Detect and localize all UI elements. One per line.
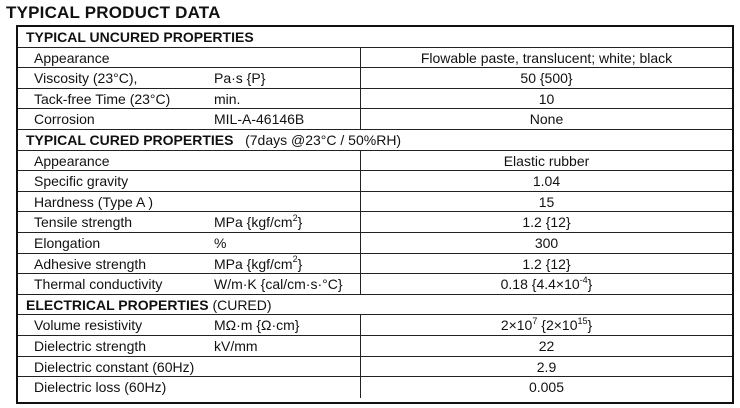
table-row: [18, 357, 732, 378]
property-label: Thermal conductivity: [34, 276, 163, 293]
table-row: [18, 233, 732, 254]
page-title: TYPICAL PRODUCT DATA: [6, 3, 221, 22]
section-heading: TYPICAL CURED PROPERTIES: [26, 132, 234, 148]
property-unit: MPa $\{kgf/cm^2\}$: [214, 212, 303, 231]
section-note: (7days @23°C / 50%RH): [245, 132, 402, 148]
property-value: 15: [360, 192, 732, 212]
property-label: Dielectric strength: [34, 338, 147, 354]
property-label: Adhesive strength: [34, 255, 147, 272]
property-unit: kV/mm: [214, 338, 258, 354]
property-label: Appearance: [34, 152, 110, 169]
property-value: Flowable paste, translucent; white; black: [360, 48, 732, 68]
property-value: 1.2 {12}: [360, 254, 732, 274]
property-label: Elongation: [34, 235, 101, 251]
table-row: [18, 48, 732, 69]
section-header-cured: [18, 130, 732, 151]
section-header-electrical: [18, 295, 732, 316]
property-label: Appearance: [34, 49, 110, 66]
section-title: [26, 27, 254, 47]
table-row: [18, 377, 732, 398]
property-label: Viscosity (23°C),: [34, 70, 138, 87]
property-unit: MPa $\{kgf/cm^2\}$: [214, 253, 303, 272]
property-value: 50 {500}: [360, 68, 732, 88]
property-label: Corrosion: [34, 111, 95, 128]
table-row: [18, 336, 732, 357]
property-unit: min.: [214, 90, 241, 107]
property-unit: Pa·s {P}: [214, 70, 266, 87]
property-value: 1.2 {12}: [360, 212, 732, 232]
section-header-uncured: [18, 27, 732, 48]
table-row: [18, 315, 732, 336]
property-value: 2.9: [360, 357, 732, 377]
property-label: Dielectric constant (60Hz): [34, 358, 195, 375]
property-value: Elastic rubber: [360, 151, 732, 171]
property-label: Volume resistivity: [34, 317, 143, 334]
property-label: Dielectric loss (60Hz): [34, 379, 167, 396]
property-value: 0.005: [360, 377, 732, 398]
table-row: [18, 192, 732, 213]
table-row: [18, 89, 732, 110]
property-label: Hardness (Type A ): [34, 193, 154, 210]
table-row: [18, 171, 732, 192]
table-row: [18, 109, 732, 130]
property-value: 0.18 $\{4.4\times 10^{-4}\}$: [360, 274, 732, 294]
property-value: 22: [360, 336, 732, 356]
property-value: 300: [360, 233, 732, 253]
section-heading: TYPICAL UNCURED PROPERTIES: [26, 29, 254, 45]
section-title: [26, 295, 272, 315]
property-label: Tack-free Time (23°C): [34, 90, 171, 107]
table-row: [18, 151, 732, 172]
table-row: [18, 274, 732, 295]
property-value: $2\times 10^7$ $\{2\times 10^{15}\}$: [360, 315, 732, 335]
property-label: Specific gravity: [34, 173, 129, 190]
property-value: 10: [360, 89, 732, 109]
section-title: [26, 130, 401, 150]
table-row: [18, 212, 732, 233]
section-heading: ELECTRICAL PROPERTIES: [26, 296, 209, 313]
property-label: Tensile strength: [34, 214, 133, 231]
table-row: [18, 254, 732, 275]
product-data-table: [16, 25, 734, 404]
property-value: 1.04: [360, 171, 732, 191]
property-unit: MIL-A-46146B: [214, 111, 305, 128]
section-note: (CURED): [212, 296, 272, 313]
table-row: [18, 68, 732, 89]
property-unit: MΩ·m {Ω·cm}: [214, 317, 300, 334]
property-value: None: [360, 109, 732, 129]
property-unit: %: [214, 235, 227, 251]
property-unit: W/m·K {cal/cm·s·°C}: [214, 276, 343, 293]
